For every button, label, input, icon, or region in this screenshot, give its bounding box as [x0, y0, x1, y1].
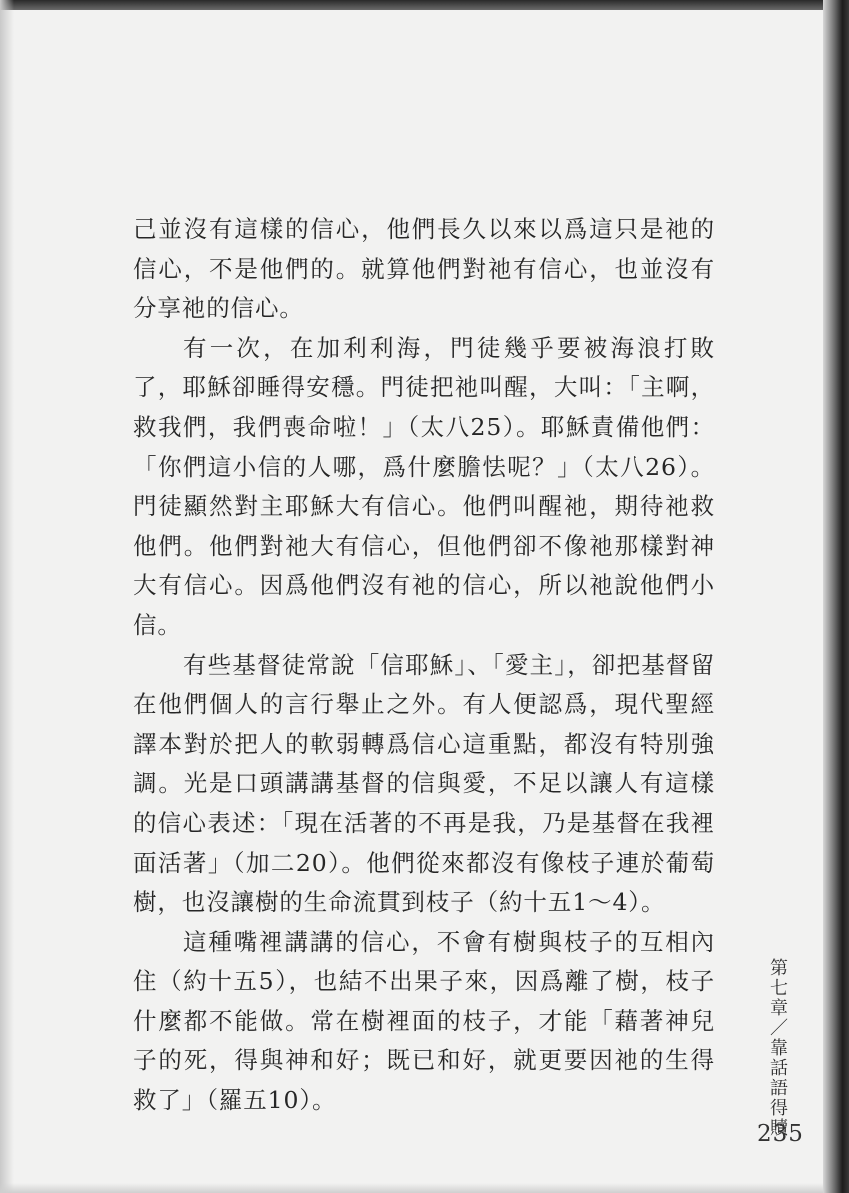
page-number: 235 — [757, 1121, 804, 1147]
body-text — [133, 210, 715, 1121]
book-spine — [823, 0, 849, 1193]
paragraph: 這種嘴裡講講的信心，不會有樹與枝子的互相內住（約十五5），也結不出果子來，因爲離了樹，枝子什麼都不能做。常在樹裡面的枝子，才能「藉著神兒子的死，得與神和好；既已和好，就更要因祂的生得救了」（羅五10）。 — [133, 927, 715, 1115]
paragraph: 有些基督徒常說「信耶穌」、「愛主」，卻把基督留在他們個人的言行舉止之外。有人便認爲，現代聖經譯本對於把人的軟弱轉爲信心這重點，都沒有特別強調。光是口頭講講基督的信與愛，不足以讓人有這樣的信心表述：「現在活著的不再是我，乃是基督在我裡面活著」（加二20）。他們從來都沒有像枝子連於葡萄樹，也沒讓樹的生命流貫到枝子（約十五1～4）。 — [133, 650, 715, 917]
page-bottom-shadow — [0, 1183, 849, 1193]
page-top-edge — [0, 0, 849, 10]
paragraph: 己並沒有這樣的信心，他們長久以來以爲這只是祂的信心，不是他們的。就算他們對祂有信心，也並沒有分享祂的信心。 — [133, 215, 715, 323]
chapter-title: 第七章／靠話語得贖 — [767, 958, 788, 1138]
paragraph: 有一次，在加利利海，門徒幾乎要被海浪打敗了，耶穌卻睡得安穩。門徒把祂叫醒，大叫：「主啊，救我們，我們喪命啦！」（太八25）。耶穌責備他們：「你們這小信的人哪，爲什麼膽怯呢？」（太八26）。門徒顯然對主耶穌大有信心。他們叫醒祂，期待祂救他們。他們對祂大有信心，但他們卻不像祂那樣對神大有信心。因爲他們沒有祂的信心，所以祂說他們小信。 — [133, 333, 715, 639]
page-left-shadow — [0, 0, 14, 1193]
